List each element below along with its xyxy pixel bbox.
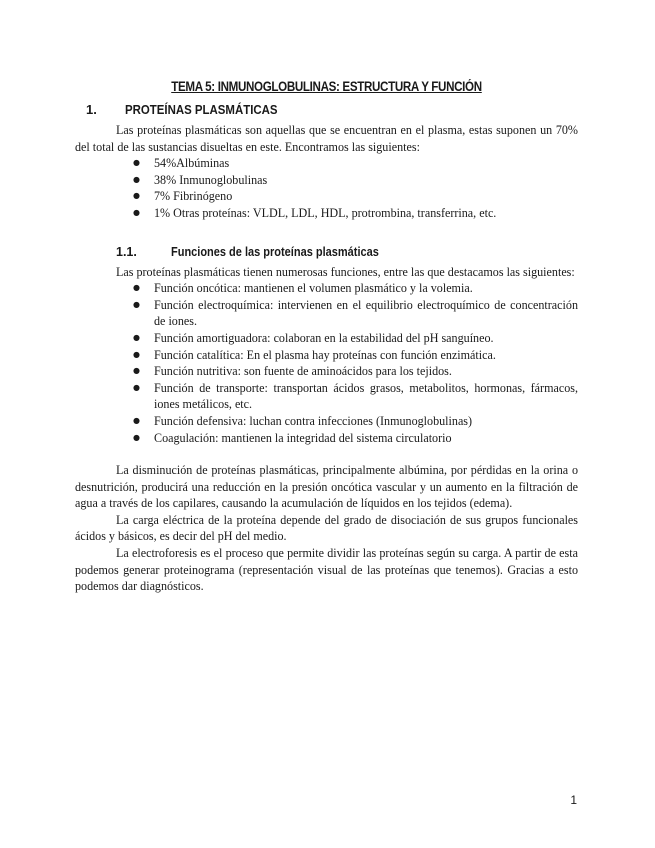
document-page <box>75 78 578 595</box>
list-item: ● 38% Inmunoglobulinas <box>75 172 578 189</box>
list-item: ● Función oncótica: mantienen el volumen plasmático y la volemia. <box>75 280 578 297</box>
list-item: ● Coagulación: mantienen la integridad del sistema circulatorio <box>75 430 578 447</box>
list-item: ● Función amortiguadora: colaboran en la estabilidad del pH sanguíneo. <box>75 330 578 347</box>
paragraph-electrophoresis: La electroforesis es el proceso que permite dividir las proteínas según su carga. A partir de esta podemos generar proteinograma (representación visual de las proteínas que tenemos). Gracias a esto podemos dar diagnósticos. <box>75 546 578 594</box>
section-1-1-title: Funciones de las proteínas plasmáticas <box>171 244 379 259</box>
section-1-intro: Las proteínas plasmáticas son aquellas que se encuentran en el plasma, estas suponen un 70% del total de las sustancias disueltas en este. Encontramos las siguientes: <box>75 123 578 154</box>
list-item: ● Función de transporte: transportan ácidos grasos, metabolitos, hormonas, fármacos, iones metálicos, etc. <box>75 380 578 413</box>
list-item: ● 54%Albúminas <box>75 155 578 172</box>
list-item: ● 7% Fibrinógeno <box>75 188 578 205</box>
plasma-protein-list <box>75 155 578 221</box>
list-item: ● Función nutritiva: son fuente de aminoácidos para los tejidos. <box>75 363 578 380</box>
section-1-number: 1. <box>86 102 97 117</box>
section-1-title: PROTEÍNAS PLASMÁTICAS <box>125 102 278 117</box>
page-number: 1 <box>570 793 577 807</box>
section-1-1-number: 1.1. <box>116 244 137 259</box>
functions-list <box>75 280 578 446</box>
list-item: ● 1% Otras proteínas: VLDL, LDL, HDL, protrombina, transferrina, etc. <box>75 205 578 222</box>
list-item: ● Función catalítica: En el plasma hay proteínas con función enzimática. <box>75 347 578 364</box>
section-1-1-heading <box>75 242 578 262</box>
section-1-1-intro: Las proteínas plasmáticas tienen numerosas funciones, entre las que destacamos las siguientes: <box>116 264 575 279</box>
section-1-heading <box>75 100 578 120</box>
spacer <box>75 446 578 462</box>
document-title: TEMA 5: INMUNOGLOBULINAS: ESTRUCTURA Y FUNCIÓN <box>171 79 482 94</box>
list-item: ● Función electroquímica: intervienen en el equilibrio electroquímico de concentración de iones. <box>75 297 578 330</box>
list-item: ● Función defensiva: luchan contra infecciones (Inmunoglobulinas) <box>75 413 578 430</box>
paragraph-edema: La disminución de proteínas plasmáticas, principalmente albúmina, por pérdidas en la orina o desnutrición, producirá una reducción en la presión oncótica vascular y un aumento en la filtración de agua a través de los capilares, causando la acumulación de líquidos en los tejidos (edema). <box>75 463 578 511</box>
paragraph-charge: La carga eléctrica de la proteína depende del grado de disociación de sus grupos funcionales ácidos y básicos, es decir del pH del medio. <box>75 512 578 544</box>
